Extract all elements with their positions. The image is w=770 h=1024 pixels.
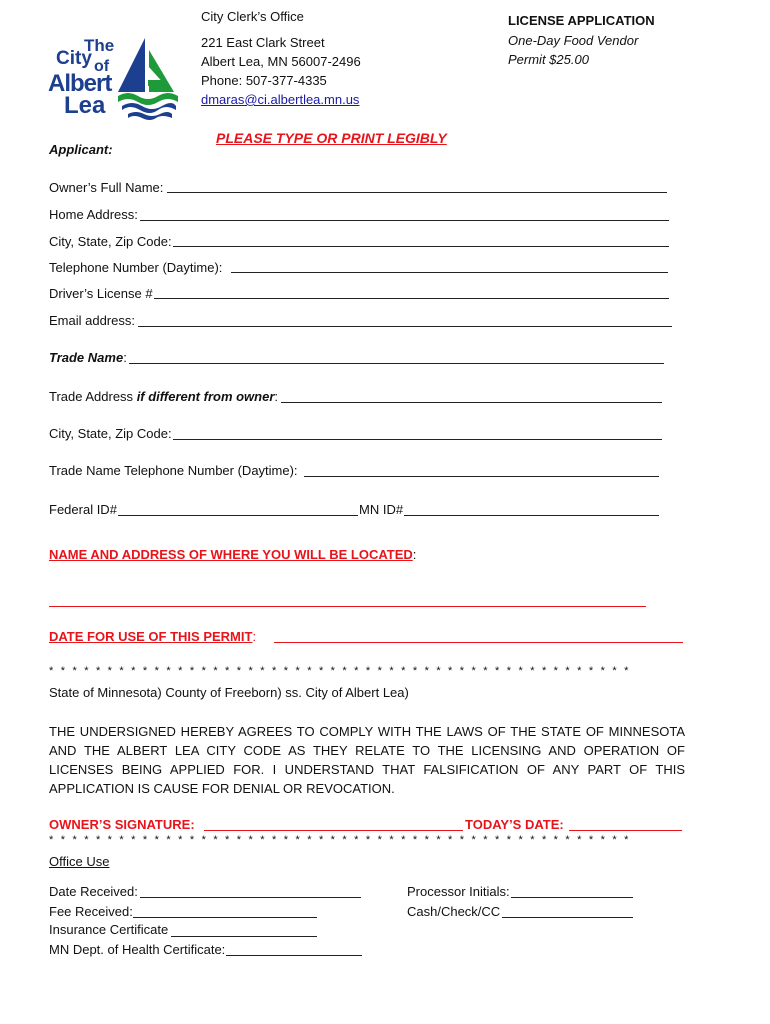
payment-method-label: Cash/Check/CC: [407, 904, 501, 919]
trade-address-note: if different from owner: [136, 389, 275, 404]
processor-initials-label: Processor Initials:: [407, 884, 510, 899]
home-address-label: Home Address:: [49, 207, 138, 222]
signature-label: OWNER’S SIGNATURE:: [49, 817, 195, 832]
permit-date-heading-text: DATE FOR USE OF THIS PERMIT: [49, 629, 253, 644]
location-heading-text: NAME AND ADDRESS OF WHERE YOU WILL BE LOCATED: [49, 547, 413, 562]
logo-word-lea: Lea: [64, 92, 106, 119]
logo-word-albert: Albert: [48, 70, 112, 97]
trade-city-state-zip-field[interactable]: [173, 439, 662, 440]
email-label: Email address:: [49, 313, 135, 328]
telephone-field[interactable]: [231, 272, 668, 273]
separator-stars-top: * * * * * * * * * * * * * * * * * * * * * * * * * * * * * * * * * * * * * * * * * * * * * * * * * *: [49, 665, 631, 677]
jurisdiction-line: State of Minnesota) County of Freeborn) ss. City of Albert Lea): [49, 685, 409, 700]
agreement-paragraph: THE UNDERSIGNED HEREBY AGREES TO COMPLY WITH THE LAWS OF THE STATE OF MINNESOTA AND THE ALBERT LEA CITY CODE AS THEY RELATE TO THE LICENSING AND OPERATION OF LICENSES BEING APPLIED FOR. I UNDERSTAND THAT FALSIFICATION OF ANY PART OF THIS APPLICATION IS CAUSE FOR DENIAL OR REVOCATION.: [49, 724, 685, 796]
mn-id-field[interactable]: [404, 515, 659, 516]
trade-name-field[interactable]: [129, 363, 664, 364]
logo-word-of: of: [94, 58, 110, 75]
permit-fee: Permit $25.00: [508, 52, 589, 67]
city-logo: [48, 36, 180, 122]
logo-word-the: The: [84, 36, 115, 55]
insurance-label: Insurance Certificate: [49, 922, 169, 937]
trade-address-field[interactable]: [281, 402, 662, 403]
location-heading-colon: :: [412, 547, 417, 562]
date-received-field[interactable]: [140, 897, 361, 898]
trade-phone-field[interactable]: [304, 476, 659, 477]
health-cert-label: MN Dept. of Health Certificate:: [49, 942, 226, 957]
trade-phone-label: Trade Name Telephone Number (Daytime):: [49, 463, 298, 478]
office-city: Albert Lea, MN 56007-2496: [201, 54, 361, 69]
insurance-field[interactable]: [171, 936, 317, 937]
city-state-zip-label: City, State, Zip Code:: [49, 234, 172, 249]
drivers-license-label: Driver’s License #: [49, 286, 153, 301]
drivers-license-field[interactable]: [154, 298, 669, 299]
office-name: City Clerk’s Office: [201, 9, 304, 24]
todays-date-label: TODAY’S DATE:: [465, 817, 564, 832]
logo-word-city: City: [56, 48, 92, 69]
license-type: One-Day Food Vendor: [508, 33, 639, 48]
trade-address-label: [49, 389, 278, 404]
office-email-link[interactable]: dmaras@ci.albertlea.mn.us: [201, 92, 360, 107]
federal-id-field[interactable]: [118, 515, 358, 516]
todays-date-field[interactable]: [569, 830, 682, 831]
location-heading: [49, 547, 416, 562]
office-use-heading: Office Use: [49, 854, 110, 869]
federal-id-label: Federal ID#: [49, 502, 117, 517]
health-cert-field[interactable]: [226, 955, 362, 956]
location-field[interactable]: [49, 606, 646, 607]
fee-received-label: Fee Received:: [49, 904, 133, 919]
fee-received-field[interactable]: [133, 917, 317, 918]
telephone-label: Telephone Number (Daytime):: [49, 260, 223, 275]
office-street: 221 East Clark Street: [201, 35, 325, 50]
signature-field[interactable]: [204, 830, 463, 831]
trade-city-state-zip-label: City, State, Zip Code:: [49, 426, 172, 441]
permit-date-heading: [49, 629, 256, 644]
print-legibly-notice: PLEASE TYPE OR PRINT LEGIBLY: [216, 130, 447, 146]
permit-date-field[interactable]: [274, 642, 683, 643]
mn-id-label: MN ID#: [359, 502, 404, 517]
office-phone: Phone: 507-377-4335: [201, 73, 327, 88]
permit-date-colon: :: [252, 629, 257, 644]
payment-method-field[interactable]: [502, 917, 633, 918]
trade-name-text: Trade Name: [49, 350, 124, 365]
processor-initials-field[interactable]: [511, 897, 633, 898]
separator-stars-bottom: * * * * * * * * * * * * * * * * * * * * * * * * * * * * * * * * * * * * * * * * * * * * * * * * * *: [49, 834, 631, 846]
trade-name-label: [49, 350, 127, 365]
date-received-label: Date Received:: [49, 884, 138, 899]
trade-address-text: Trade Address: [49, 389, 137, 404]
home-address-field[interactable]: [140, 220, 669, 221]
owner-name-field[interactable]: [167, 192, 667, 193]
trade-address-colon: :: [274, 389, 279, 404]
trade-name-colon: :: [123, 350, 127, 365]
applicant-label: Applicant:: [49, 142, 113, 157]
license-title: LICENSE APPLICATION: [508, 13, 655, 28]
email-field[interactable]: [138, 326, 672, 327]
owner-name-label: Owner’s Full Name:: [49, 180, 164, 195]
city-state-zip-field[interactable]: [173, 246, 669, 247]
